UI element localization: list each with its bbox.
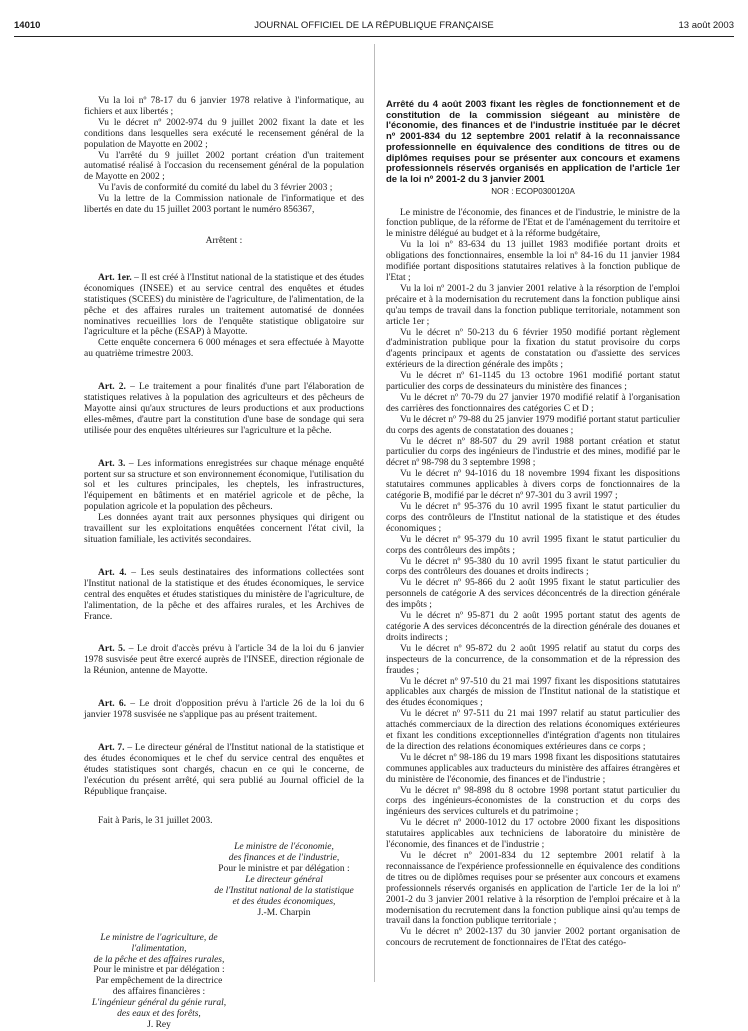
visa-paragraph: Vu le décret nº 2002-974 du 9 juillet 2002 fixant la date et les conditions dans lesquelles sera exécuté le recensement général de la population de Mayotte en 2002 ; (84, 117, 364, 150)
visa-paragraph: Vu l'avis de conformité du comité du label du 3 février 2003 ; (98, 183, 333, 194)
text-paragraph: Vu la loi nº 2001-2 du 3 janvier 2001 relative à la résorption de l'emploi précaire et à la modernisation du recrutement dans la fonction publique ainsi qu'au temps de travail dans la fonction publique territoriale, notamment son article 1er ; (386, 283, 680, 327)
signature-line: Pour le ministre et par délégation : (218, 864, 350, 875)
signature-line: L'ingénieur général du génie rural, (91, 998, 227, 1009)
signature-line: Pour le ministre et par délégation : (93, 965, 225, 976)
text-paragraph: Vu le décret nº 98-898 du 8 octobre 1998 portant statut particulier du corps des ingénieurs-économistes de la construction et du corps des ingénieurs des services culturels et du patrimoine ; (386, 785, 680, 818)
article-text: – Le droit d'opposition prévu à l'article 26 de la loi du 6 janvier 1978 susvisée ne s'applique pas au présent traitement. (84, 699, 364, 721)
done-at: Fait à Paris, le 31 juillet 2003. (98, 815, 213, 826)
article-4 (84, 568, 364, 623)
signature-line: des affaires financières : (112, 987, 206, 998)
text-paragraph: Vu le décret nº 95-871 du 2 août 1995 portant statut des agents de catégorie A des services déconcentrés de la direction générale des douanes et droits indirects ; (386, 611, 680, 643)
page-number: 14010 (14, 20, 41, 31)
text-paragraph: Vu le décret nº 95-376 du 10 avril 1995 fixant le statut particulier du corps des contrôleurs de l'Institut national de la statistique et des études économiques ; (386, 502, 680, 534)
left-column (84, 96, 364, 1031)
signature-line: des finances et de l'industrie, (228, 853, 340, 864)
text-paragraph: Vu le décret nº 95-379 du 10 avril 1995 fixant le statut particulier du corps des contrôleurs des impôts ; (386, 534, 680, 556)
article-text: – Le traitement a pour finalités d'une part l'élaboration de statistiques relatives à la population des agriculteurs et des pêcheurs de Mayotte ainsi qu'aux structures de leurs productions et aux productions elles-mêmes, d'autre part la constitution d'une base de sondage qui sera utilisée pour des enquêtes ultérieures sur l'agriculture et la pêche. (84, 382, 364, 436)
article-2 (84, 382, 364, 437)
column-divider (374, 44, 375, 982)
signature-line: de l'Institut national de la statistique (214, 886, 354, 897)
issue-date: 13 août 2003 (678, 20, 734, 31)
text-paragraph: Vu le décret nº 97-510 du 21 mai 1997 fixant les dispositions statutaires applicables aux chargés de mission de l'Institut national de la statistique et des études économiques ; (386, 676, 680, 709)
text-paragraph: Vu le décret nº 2001-834 du 12 septembre 2001 relatif à la reconnaissance de l'expérience professionnelle en équivalence des conditions de titres ou de diplômes requises pour se présenter aux concours et examens professionnels réservés organisés en application de l'article 1er de la loi nº 2001-2 du 3 janvier 2001 relative à la résorption de l'emploi précaire et à la modernisation du recrutement dans la fonction publique ainsi qu'au temps de travail dans la fonction publique territoriale ; (386, 851, 680, 927)
text-paragraph: Vu le décret nº 98-186 du 19 mars 1998 fixant les dispositions statutaires communes applicables aux traducteurs du ministère des affaires étrangères et du ministère de l'économie, des finances et de l'industrie ; (386, 752, 680, 785)
signature-line: et des études économiques, (232, 896, 336, 907)
article-label: Art. 2. (98, 382, 126, 393)
text-paragraph: Vu le décret nº 94-1016 du 18 novembre 1994 fixant les dispositions statutaires communes applicables à divers corps de fonctionnaires de la catégorie B, modifié par le décret nº 97-301 du 3 avril 1997 ; (386, 469, 680, 502)
article-label: Art. 5. (98, 644, 126, 655)
signature-line: Le ministre de l'agriculture, de l'alimentation, (100, 932, 218, 954)
signature-economy-minister (204, 842, 364, 918)
header-rule (14, 36, 734, 37)
text-paragraph: Vu le décret nº 70-79 du 27 janvier 1970 modifié relatif à l'organisation des carrières des fonctionnaires des catégories C et D ; (386, 392, 680, 414)
article-text: – Le droit d'accès prévu à l'article 34 de la loi du 6 janvier 1978 susvisée peut être exercé auprès de l'INSEE, direction régionale de la Réunion, antenne de Mayotte. (84, 644, 364, 677)
article-text: – Le directeur général de l'Institut national de la statistique et des études économiques et le chef du service central des enquêtes et études statistiques sont chargés, chacun en ce qui le concerne, de l'exécution du présent arrêté, qui sera publié au Journal officiel de la République française. (84, 742, 364, 797)
article-extra: Cette enquête concernera 6 000 ménages et sera effectuée à Mayotte au quatrième trimestre 2003. (84, 338, 364, 360)
article-label: Art. 6. (98, 699, 126, 710)
text-paragraph: Vu le décret nº 95-866 du 2 août 1995 fixant le statut particulier des personnels de catégorie A des services déconcentrés de la direction générale des impôts ; (386, 578, 680, 611)
decree-title: Arrêté du 4 août 2003 fixant les règles de fonctionnement et de constitution de la commission siégeant au ministère de l'économie, des finances et de l'industrie instituée par le décret nº 2001-834 du 12 septembre 2001 relatif à la reconnaissance professionnelle en équivalence des conditions de titres ou de diplômes requises pour se présenter aux concours et examens professionnels réservés organisés en application de l'article 1er de la loi nº 2001-2 du 3 janvier 2001 (386, 99, 680, 185)
visa-paragraph: Vu la lettre de la Commission nationale de l'informatique et des libertés en date du 15 juillet 2003 portant le numéro 856367, (84, 194, 364, 216)
signature-line: de la pêche et des affaires rurales, (93, 954, 225, 965)
visa-paragraph: Vu l'arrêté du 9 juillet 2002 portant création d'un traitement automatisé réalisé à l'occasion du recensement général de la population de Mayotte en 2002 ; (84, 150, 364, 183)
article-1 (84, 273, 364, 338)
article-5 (84, 644, 364, 677)
article-text: – Il est créé à l'Institut national de la statistique et des études économiques (INSEE) et au service central des enquêtes et études statistiques (SCEES) du ministère de l'agriculture, de l'alimentation, de la pêche et des affaires rurales un traitement automatisé de données nominatives recueillies lors de l'enquête statistique obligatoire sur l'agriculture et la pêche (ESAP) à Mayotte. (84, 272, 364, 338)
signature-line: Par empêchement de la directrice (95, 976, 223, 987)
text-paragraph: Vu le décret nº 2000-1012 du 17 octobre 2000 fixant les dispositions statutaires applicables aux techniciens de laboratoire du ministère de l'économie, des finances et de l'industrie ; (386, 818, 680, 851)
article-label: Art. 1er. (98, 272, 132, 283)
signature-line: Le ministre de l'économie, (234, 842, 334, 853)
journal-title: JOURNAL OFFICIEL DE LA RÉPUBLIQUE FRANÇAISE (254, 20, 494, 31)
text-paragraph: Vu la loi nº 83-634 du 13 juillet 1983 modifiée portant droits et obligations des fonctionnaires, ensemble la loi nº 84-16 du 11 janvier 1984 modifiée portant dispositions statutaires relatives à la fonction publique de l'Etat ; (386, 240, 680, 283)
signature-line: Le directeur général (245, 875, 323, 886)
page-header (14, 20, 734, 34)
article-label: Art. 3. (98, 458, 126, 469)
nor-reference: NOR : ECOP0300120A (491, 186, 575, 196)
arretent-heading: Arrêtent : (205, 235, 243, 246)
visa-paragraph: Vu la loi nº 78-17 du 6 janvier 1978 relative à l'informatique, au fichiers et aux libertés ; (84, 96, 364, 117)
right-column (386, 100, 680, 949)
text-paragraph: Vu le décret nº 79-88 du 25 janvier 1979 modifié portant statut particulier du corps des agents de constatation des douanes ; (386, 414, 680, 436)
article-text: – Les seuls destinataires des informations collectées sont l'Institut national de la statistique et des études économiques, le service central des enquêtes et études statistiques du ministère de l'agriculture, de l'alimentation, de la pêche et des affaires rurales, et les Archives de France. (84, 567, 364, 622)
signature-line: des eaux et des forêts, (117, 1009, 201, 1020)
signature-agriculture-minister (84, 933, 234, 1031)
article-6 (84, 699, 364, 721)
text-paragraph: Vu le décret nº 95-380 du 10 avril 1995 fixant le statut particulier du corps des contrôleurs des douanes et droits indirects ; (386, 556, 680, 578)
text-paragraph: Vu le décret nº 50-213 du 6 février 1950 modifié portant règlement d'administration publique pour la fixation du statut provisoire du corps d'agents principaux et agents de constatation ou d'assiette des services extérieurs de la direction générale des impôts ; (386, 327, 680, 371)
article-label: Art. 4. (98, 567, 127, 578)
article-extra: Les données ayant trait aux personnes physiques qui dirigent ou travaillent sur les exploitations enquêtées concernent l'état civil, la situation familiale, les activités secondaires. (84, 513, 364, 545)
text-paragraph: Vu le décret nº 2002-137 du 30 janvier 2002 portant organisation de concours de recrutement de fonctionnaires de l'Etat des catégo- (386, 927, 680, 949)
article-label: Art. 7. (98, 742, 125, 753)
article-7 (84, 743, 364, 798)
article-3 (84, 459, 364, 514)
signatory-name: J. Rey (147, 1020, 171, 1030)
text-paragraph: Vu le décret nº 61-1145 du 13 octobre 1961 modifié portant statut particulier des corps de dessinateurs du ministère des finances ; (386, 371, 680, 393)
text-paragraph: Vu le décret nº 97-511 du 21 mai 1997 relatif au statut particulier des attachés commerciaux de la direction des relations économiques extérieures et fixant les conditions exceptionnelles d'intégration d'agents non titulaires de la direction des relations économiques extérieures dans ce corps ; (386, 709, 680, 752)
signatory-name: J.-M. Charpin (257, 907, 311, 918)
text-paragraph: Vu le décret nº 88-507 du 29 avril 1988 portant création et statut particulier du corps des ingénieurs de l'industrie et des mines, modifié par le décret nº 98-798 du 3 septembre 1998 ; (386, 436, 680, 469)
text-paragraph: Vu le décret nº 95-872 du 2 août 1995 relatif au statut du corps des inspecteurs de la concurrence, de la consommation et de la répression des fraudes ; (386, 643, 680, 676)
text-paragraph: Le ministre de l'économie, des finances et de l'industrie, le ministre de la fonction publique, de la réforme de l'Etat et de l'aménagement du territoire et le ministre délégué au budget et à la réforme budgétaire, (386, 207, 680, 240)
article-text: – Les informations enregistrées sur chaque ménage enquêté portent sur sa structure et son environnement économique, l'utilisation du sol et les cultures principales, les cheptels, les infrastructures, l'équipement en bâtiments et en matériel agricole et de pêche, la population agricole et la population des pêcheurs. (84, 458, 364, 513)
